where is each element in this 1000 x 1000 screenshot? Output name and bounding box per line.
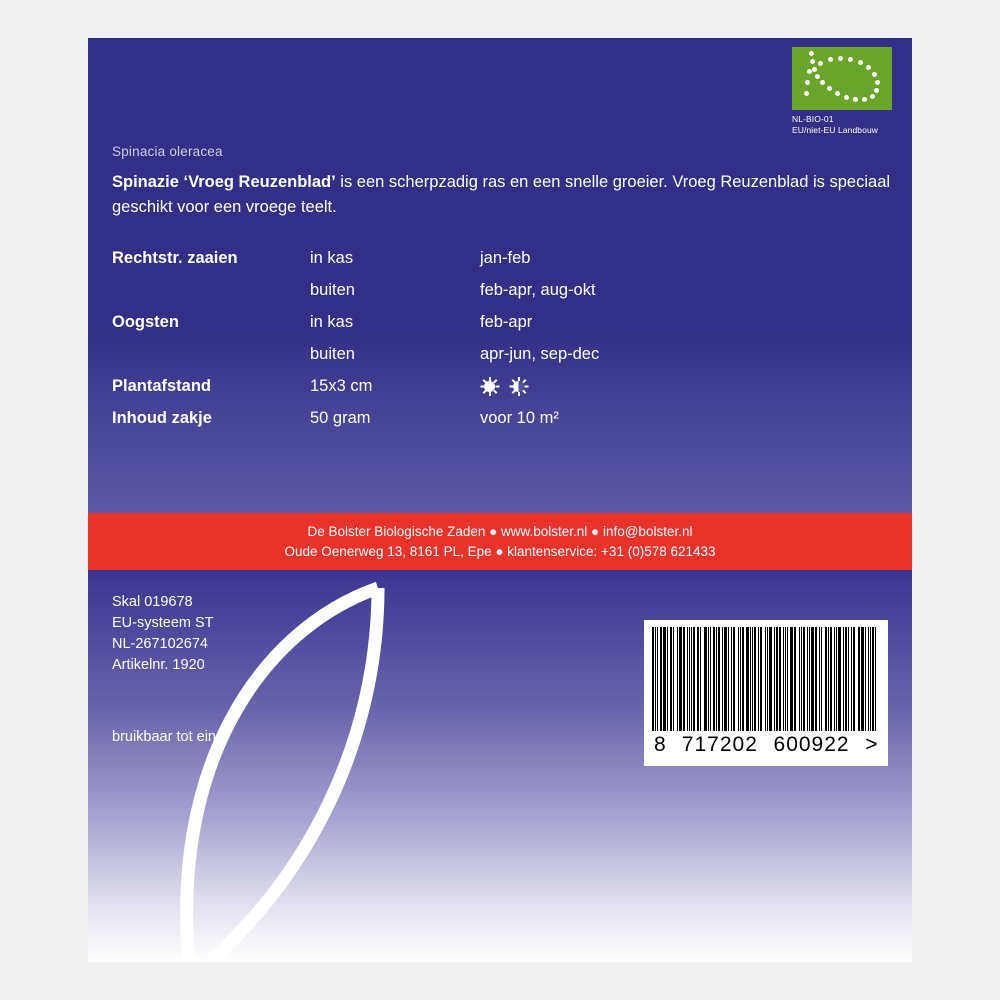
- sun-half-icon: [509, 377, 528, 396]
- spec-label-harvest: Oogsten: [112, 313, 179, 331]
- table-row: [112, 406, 882, 438]
- spec-val-harvest-indoor: feb-apr: [480, 313, 533, 331]
- barcode-group-1: 717202: [681, 733, 758, 756]
- barcode-trailing-mark: >: [865, 733, 878, 756]
- organic-code-line1: NL-BIO-01: [792, 114, 834, 124]
- spec-mid-sowing-outdoor: buiten: [310, 281, 355, 299]
- spec-mid-harvest-indoor: in kas: [310, 313, 354, 331]
- spec-val-sowing-indoor: jan-feb: [480, 249, 531, 267]
- best-before-label: bruikbaar tot eind:: [112, 729, 229, 745]
- certification-codes: [112, 592, 214, 676]
- barcode-lead-digit: 8: [654, 733, 667, 756]
- seed-packet-back: [88, 38, 912, 962]
- sun-requirement-icons: [480, 374, 882, 406]
- barcode: [644, 620, 888, 766]
- intro-text: [112, 170, 892, 220]
- barcode-digits: [652, 731, 880, 757]
- latin-name: Spinacia oleracea: [112, 144, 223, 159]
- bottom-codes-panel: [88, 570, 912, 962]
- spec-val-content-weight: 50 gram: [310, 409, 371, 427]
- cultivation-spec-table: [112, 246, 882, 438]
- spec-mid-harvest-outdoor: buiten: [310, 345, 355, 363]
- spec-val-harvest-outdoor: apr-jun, sep-dec: [480, 345, 600, 363]
- sun-full-icon: [480, 377, 499, 396]
- company-footer-bar: [88, 513, 912, 570]
- spec-label-sowing: Rechtstr. zaaien: [112, 249, 238, 267]
- eu-system-code: EU-systeem ST: [112, 615, 214, 631]
- spec-val-content-area: voor 10 m²: [480, 409, 559, 427]
- footer-line-2: Oude Oenerweg 13, 8161 PL, Epe ● klantenservice: +31 (0)578 621433: [284, 544, 716, 559]
- top-info-panel: [88, 38, 912, 513]
- nl-number: NL-267102674: [112, 636, 208, 652]
- article-number: Artikelnr. 1920: [112, 657, 205, 673]
- barcode-bars: [652, 627, 880, 731]
- table-row: [112, 310, 882, 342]
- spec-val-spacing: 15x3 cm: [310, 377, 373, 395]
- footer-line-1: De Bolster Biologische Zaden ● www.bolster.nl ● info@bolster.nl: [307, 524, 693, 539]
- table-row: [112, 374, 882, 406]
- eu-organic-logo: [792, 47, 892, 135]
- eu-organic-leaf-icon: [792, 47, 892, 110]
- skal-code: Skal 019678: [112, 594, 193, 610]
- spec-mid-sowing-indoor: in kas: [310, 249, 354, 267]
- intro-rest: is een scherpzadig ras en een snelle groeier. Vroeg Reuzenblad is speciaal geschikt voor een vroege teelt.: [112, 173, 891, 216]
- organic-code-line2: EU/niet-EU Landbouw: [792, 124, 879, 135]
- table-row: [112, 246, 882, 278]
- spec-val-sowing-outdoor: feb-apr, aug-okt: [480, 281, 596, 299]
- barcode-group-2: 600922: [773, 733, 850, 756]
- spec-label-content: Inhoud zakje: [112, 409, 212, 427]
- variety-name: Spinazie ‘Vroeg Reuzenblad’: [112, 173, 336, 191]
- spec-label-spacing: Plantafstand: [112, 377, 212, 395]
